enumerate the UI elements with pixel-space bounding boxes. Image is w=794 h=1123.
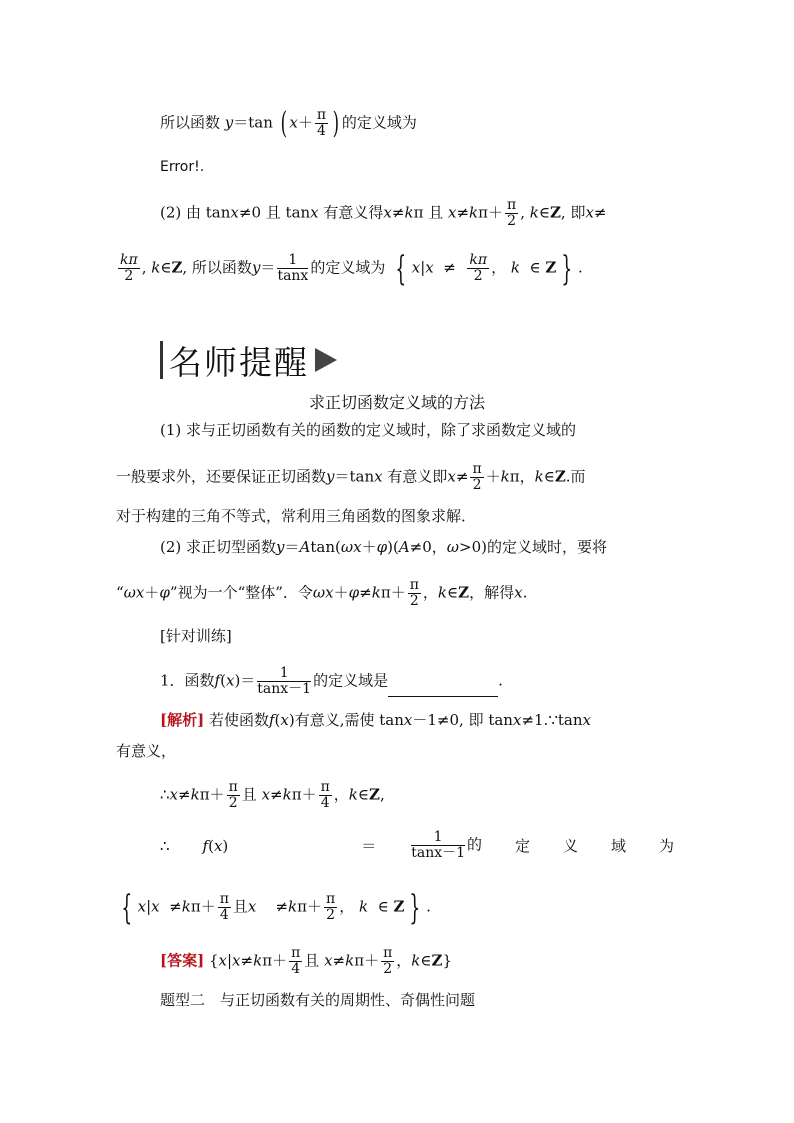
fraction-kpi-over-2-b: $\frac{k\pi}{2}$ <box>469 252 488 284</box>
practice-label: [针对训练] <box>160 627 232 645</box>
method-para-1c: 对于构建的三角不等式，常利用三角函数的图象求解． <box>116 507 477 525</box>
heading-text: 名师提醒 <box>169 342 309 382</box>
part2-line-2: $\frac{k\pi}{2}$ , k∈Z, 所以函数y＝ $\frac{1}{\tan x}$ 的定义域为 { x|x ≠ $\frac{k\pi}{2}$ ， k ∈ Z } . <box>120 248 583 289</box>
solution-line-5: { x|x ≠kπ＋ $\frac{\pi}{4}$ 且x ≠kπ＋ $\frac{\pi}{2}$ ， k ∈ Z } . <box>121 887 431 928</box>
set-brace-left: { <box>395 248 407 289</box>
domain-statement-line: 所以函数 y＝tan ( x＋ $\frac{\pi}{4}$ ) 的定义域为 <box>160 105 417 141</box>
answer-blank[interactable] <box>388 680 498 697</box>
solution-line-4: ∴ f(x) ＝ $\frac{1}{\tan x-1}$ 的 定 义 域 为 <box>160 829 674 861</box>
method-para-2b: “ωx＋φ”视为一个“整体”．令ωx＋φ≠kπ＋ $\frac{\pi}{2}$ ，k∈Z，解得x. <box>116 577 528 609</box>
section-heading <box>160 340 337 380</box>
solution-line-2: 有意义， <box>116 742 177 760</box>
triangle-arrow-icon <box>315 348 337 372</box>
solution-tag: [解析] <box>160 711 205 729</box>
fraction-pi-over-2: $\frac{\pi}{2}$ <box>228 779 238 811</box>
fraction-kpi-over-2: $\frac{k\pi}{2}$ <box>120 252 138 284</box>
fraction-pi-over-2: $\frac{\pi}{2}$ <box>325 891 336 923</box>
method-subtitle: 求正切函数定义域的方法 <box>308 393 485 412</box>
answer-line: [答案] {x|x≠kπ＋ $\frac{\pi}{4}$ 且 x≠kπ＋ $\frac{\pi}{2}$ ，k∈Z} <box>160 945 452 977</box>
answer-tag: [答案] <box>160 951 205 970</box>
fraction-pi-over-2: $\frac{\pi}{2}$ <box>507 197 517 229</box>
set-brace-right: } <box>409 887 421 928</box>
set-brace-left: { <box>121 887 133 928</box>
fraction-pi-over-2: $\frac{\pi}{2}$ <box>383 945 393 977</box>
fraction-1-over-tanx: $\frac{1}{\tan x}$ <box>277 252 309 284</box>
part2-line: (2) 由 tanx≠0 且 tanx 有意义得x≠kπ 且 x≠kπ＋ $\frac{\pi}{2}$ , k∈Z, 即x≠ <box>160 197 607 229</box>
set-brace-right: } <box>561 248 573 289</box>
solution-line-3: ∴x≠kπ＋ $\frac{\pi}{2}$ 且 x≠kπ＋ $\frac{\pi}{4}$ ，k∈Z, <box>160 779 385 811</box>
fraction-pi-over-4: $\frac{\pi}{4}$ <box>320 779 330 811</box>
fraction-pi-over-4: $\frac{\pi}{4}$ <box>316 107 327 139</box>
heading-bar <box>160 341 163 379</box>
topic-heading: 题型二 与正切函数有关的周期性、奇偶性问题 <box>160 991 476 1009</box>
solution-line-1: [解析] 若使函数f(x)有意义,需使 tanx－1≠0, 即 tanx≠1.∵tanx <box>160 711 591 729</box>
fraction-pi-over-4: $\frac{\pi}{4}$ <box>291 945 301 977</box>
error-text: Error!. <box>160 159 205 175</box>
paren-left: ( <box>280 105 287 141</box>
fraction-1-over-tanx-1: $\frac{1}{\tan x-1}$ <box>411 829 466 861</box>
fraction-pi-over-2: $\frac{\pi}{2}$ <box>409 577 419 609</box>
method-para-1b: 一般要求外，还要保证正切函数y＝tanx 有意义即x≠ $\frac{\pi}{2}$ ＋kπ，k∈Z.而 <box>116 461 586 493</box>
fraction-1-over-tanx-1: $\frac{1}{\tan x-1}$ <box>257 665 312 697</box>
fraction-pi-over-4: $\frac{\pi}{4}$ <box>219 891 229 923</box>
paren-right: ) <box>332 105 340 141</box>
method-para-2a: (2) 求正切型函数y＝Atan(ωx＋φ)(A≠0，ω>0)的定义域时，要将 <box>160 538 607 556</box>
question-1: 1．函数f(x)＝ $\frac{1}{\tan x-1}$ 的定义域是 . <box>160 665 503 697</box>
method-para-1a: (1) 求与正切函数有关的函数的定义域时，除了求函数定义域的 <box>160 421 577 439</box>
fraction-pi-over-2: $\frac{\pi}{2}$ <box>472 461 482 493</box>
